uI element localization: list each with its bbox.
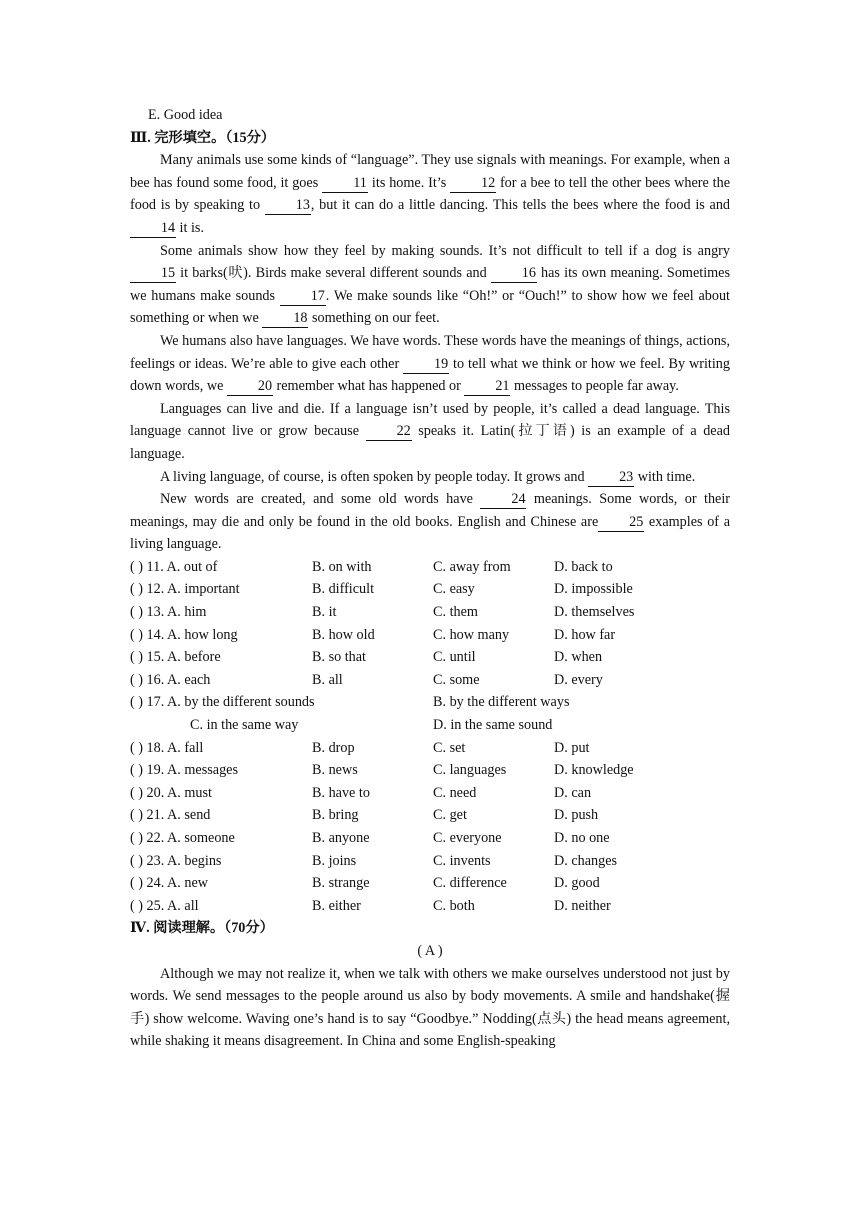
passage-text: Some animals show how they feel by making sounds. It’s not difficult to tell if a dog is angry [160, 242, 730, 259]
question-number-option-a[interactable]: ( ) 14. A. how long [130, 626, 238, 643]
option-d-text: how far [571, 626, 616, 643]
option-c-text: everyone [449, 830, 502, 846]
question-row [130, 669, 730, 692]
option-b-text: all [328, 671, 343, 688]
option-c-text: them [449, 604, 478, 621]
option-d: D. in the same sound [433, 717, 553, 734]
option-d-text: put [571, 739, 590, 756]
option-c-text: get [449, 807, 467, 824]
option-a: him [184, 604, 207, 621]
option-d: D. changes [554, 852, 618, 869]
option-b-text: how old [328, 626, 375, 643]
question-number: 14 [146, 626, 161, 643]
option-b-text: strange [328, 875, 370, 892]
question-number: 24 [146, 875, 161, 892]
option-b-text: by the different ways [449, 694, 570, 711]
option-b: B. either [312, 897, 361, 914]
passage-text: it is. [176, 219, 204, 236]
option-c: C. some [433, 671, 480, 688]
option-b-text: have to [328, 784, 370, 801]
question-number: 21 [146, 807, 161, 824]
option-b-text: anyone [328, 830, 370, 846]
question-number-option-a[interactable]: ( ) 20. A. must [130, 784, 212, 801]
option-d: D. back to [554, 558, 613, 575]
passage-text: it barks(吠). Birds make several different sounds and [176, 265, 491, 282]
question-number: 15 [146, 649, 161, 666]
option-c-text: away from [449, 558, 511, 575]
option-b: B. bring [312, 807, 359, 824]
blank-20[interactable]: 20 [227, 377, 273, 396]
option-b-text: drop [328, 739, 355, 756]
option-c-text: need [449, 784, 477, 801]
option-d: D. can [554, 784, 592, 801]
option-c: C. everyone [433, 830, 502, 846]
option-d: D. impossible [554, 581, 633, 598]
question-number: 25 [146, 897, 161, 914]
question-row-continued [130, 714, 730, 737]
option-a: how long [184, 626, 238, 643]
blank-25[interactable]: 25 [598, 513, 644, 532]
cloze-passage [130, 149, 730, 556]
question-row [130, 895, 730, 918]
option-c: C. both [433, 897, 475, 914]
question-number: 23 [146, 852, 161, 869]
passage-text: , but it can do a little dancing. This tells the bees where the food is and [310, 197, 731, 214]
option-c: C. easy [433, 581, 475, 598]
option-a: must [184, 784, 212, 801]
cloze-paragraph [130, 330, 730, 398]
question-number: 18 [146, 739, 161, 756]
option-c: C. set [433, 739, 466, 756]
option-d: D. knowledge [554, 762, 634, 779]
question-number-option-a[interactable]: ( ) 22. A. someone [130, 830, 235, 846]
option-b-text: on with [328, 558, 372, 575]
option-d-text: neither [571, 897, 611, 914]
option-c-text: some [449, 671, 480, 688]
option-b: B. by the different ways [433, 694, 570, 711]
option-c-text: how many [449, 626, 510, 643]
option-d-text: back to [571, 558, 613, 575]
passage-text: examples of a living language. [130, 513, 730, 553]
passage-text: New words are created, and some old words have [160, 491, 481, 508]
option-e-good-idea: E. Good idea [148, 107, 223, 123]
cloze-paragraph [130, 398, 730, 466]
blank-16[interactable]: 16 [491, 264, 537, 283]
option-d-text: impossible [571, 581, 633, 598]
passage-text: messages to people far away. [510, 378, 679, 395]
question-list [130, 556, 730, 918]
passage-a-label: ( A ) [417, 942, 443, 959]
option-a: new [184, 875, 209, 892]
question-number: 22 [146, 830, 161, 846]
passage-text: to tell what we think or how we feel. By writing down words, we [130, 355, 730, 395]
blank-21[interactable]: 21 [464, 377, 510, 396]
option-c-text: difference [449, 875, 507, 892]
passage-text: something on our feet. [308, 310, 440, 327]
question-number: 13 [146, 604, 161, 621]
option-d: D. push [554, 807, 599, 824]
option-c: C. need [433, 784, 477, 801]
question-number: 20 [146, 784, 161, 801]
option-d-text: can [571, 784, 592, 801]
blank-18[interactable]: 18 [262, 309, 308, 328]
question-number-option-a[interactable]: ( ) 21. A. send [130, 807, 211, 824]
option-c-text: in the same way [206, 717, 299, 734]
option-c-text: both [449, 897, 475, 914]
option-a: important [184, 581, 240, 598]
option-c-text: easy [449, 581, 475, 598]
option-a: begins [184, 852, 222, 869]
option-d-text: in the same sound [450, 717, 553, 734]
option-b: B. joins [312, 852, 357, 869]
option-b: B. have to [312, 784, 370, 801]
question-row [130, 804, 730, 827]
option-b: B. anyone [312, 830, 370, 846]
question-number-option-a[interactable]: ( ) 11. A. out of [130, 558, 218, 575]
option-c: C. away from [433, 558, 511, 575]
question-number: 11 [146, 558, 161, 575]
question-row [130, 759, 730, 782]
option-c: C. invents [433, 852, 491, 869]
option-d-text: changes [571, 852, 618, 869]
option-d: D. themselves [554, 604, 635, 621]
question-number: 17 [146, 694, 161, 711]
option-d-text: no one [571, 830, 610, 846]
option-b-text: either [328, 897, 361, 914]
question-number-option-a[interactable]: ( ) 24. A. new [130, 875, 209, 892]
option-b: B. so that [312, 649, 366, 666]
option-b-text: news [328, 762, 358, 779]
option-b-text: bring [328, 807, 359, 824]
option-c-text: set [449, 739, 466, 756]
option-a: all [184, 897, 199, 914]
question-row [130, 827, 730, 850]
spacer [373, 714, 433, 737]
cloze-paragraph [130, 240, 730, 330]
option-b-text: so that [328, 649, 366, 666]
question-row [130, 850, 730, 873]
option-a: send [184, 807, 211, 824]
option-d: D. good [554, 875, 600, 892]
passage-text: remember what has happened or [272, 378, 465, 395]
question-row [130, 646, 730, 669]
question-number-option-a[interactable]: ( ) 12. A. important [130, 581, 240, 598]
question-row [130, 691, 730, 714]
option-c: C. languages [433, 762, 507, 779]
option-d: D. how far [554, 626, 616, 643]
option-d-text: themselves [571, 604, 635, 621]
question-number: 19 [146, 762, 161, 779]
blank-23[interactable]: 23 [588, 468, 634, 487]
question-row [130, 556, 730, 579]
section-4-title: Ⅳ. 阅读理解。（70分） [130, 920, 274, 937]
option-a: by the different sounds [184, 694, 315, 711]
blank-14[interactable]: 14 [130, 219, 176, 238]
question-number-option-a[interactable]: ( ) 18. A. fall [130, 739, 204, 756]
option-d-text: good [571, 875, 600, 892]
option-b: B. strange [312, 875, 370, 892]
passage-text: with time. [634, 468, 696, 485]
option-d-text: every [571, 671, 603, 688]
question-number-option-a[interactable]: ( ) 16. A. each [130, 671, 211, 688]
blank-13[interactable]: 13 [265, 196, 311, 215]
option-a: messages [184, 762, 238, 779]
option-d: D. neither [554, 897, 611, 914]
passage-text: . We make sounds like “Oh!” or “Ouch!” to show how we feel about something or when we [130, 287, 730, 327]
worksheet-page [130, 104, 730, 1053]
blank-15[interactable]: 15 [130, 264, 176, 283]
question-row [130, 872, 730, 895]
blank-22[interactable]: 22 [366, 422, 412, 441]
option-b: B. all [312, 671, 343, 688]
option-b: B. how old [312, 626, 375, 643]
option-d: D. no one [554, 830, 610, 846]
option-a: fall [184, 739, 204, 756]
cloze-paragraph [130, 149, 730, 239]
passage-text: Many animals use some kinds of “language”. They use signals with meanings. For example, when a bee has found some food, it goes [130, 152, 730, 191]
blank-17[interactable]: 17 [280, 287, 326, 306]
option-c: C. until [433, 649, 476, 666]
question-number-option-a[interactable]: ( ) 25. A. all [130, 897, 199, 914]
option-b: B. drop [312, 739, 355, 756]
question-row [130, 782, 730, 805]
question-row [130, 578, 730, 601]
blank-19[interactable]: 19 [403, 355, 449, 374]
option-c-text: invents [449, 852, 491, 869]
passage-a-paragraph: Although we may not realize it, when we talk with others we make ourselves understood not just by words. We send messages to the people around us also by body movements. A smile and handshake(握手) show welcome. Waving one’s hand is to say “Goodbye.” Nodding(点头) the head means agreement, while shaking it means disagreement. In China and some English-speaking [130, 965, 730, 1050]
option-d-text: push [571, 807, 599, 824]
question-row [130, 601, 730, 624]
option-c-text: languages [449, 762, 507, 779]
question-number-option-a[interactable]: ( ) 17. A. by the different sounds [130, 694, 315, 711]
option-d: D. put [554, 739, 590, 756]
passage-text: speaks it. Latin(拉丁语) is an example of a dead language. [130, 423, 730, 462]
option-c: C. in the same way [190, 717, 299, 734]
option-a: out of [183, 558, 218, 575]
option-b: B. on with [312, 558, 372, 575]
option-b-text: joins [328, 852, 357, 869]
option-c: C. them [433, 604, 478, 621]
passage-text: for a bee to tell the other bees where the food is by speaking to [130, 174, 730, 214]
question-row [130, 624, 730, 647]
passage-text: meanings. Some words, or their meanings, may die and only be found in the old books. English and Chinese are [130, 491, 731, 530]
option-d-text: knowledge [571, 762, 634, 779]
option-a: each [184, 671, 211, 688]
question-number: 12 [146, 581, 161, 598]
option-c-text: until [449, 649, 476, 666]
option-c: C. how many [433, 626, 510, 643]
question-number-option-a[interactable]: ( ) 15. A. before [130, 649, 221, 666]
option-b-text: it [328, 604, 337, 621]
section-3-title: Ⅲ. 完形填空。（15分） [130, 129, 275, 146]
option-c: C. difference [433, 875, 507, 892]
passage-text: its home. It’s [368, 174, 451, 191]
question-number-option-a[interactable]: ( ) 13. A. him [130, 604, 207, 621]
option-d-text: when [571, 649, 603, 666]
option-b-text: difficult [328, 581, 375, 598]
option-d: D. when [554, 649, 603, 666]
option-c: C. get [433, 807, 467, 824]
passage-text: A living language, of course, is often spoken by people today. It grows and [160, 468, 589, 485]
question-row [130, 737, 730, 760]
question-number-option-a[interactable]: ( ) 19. A. messages [130, 762, 238, 779]
blank-12[interactable]: 12 [450, 174, 496, 193]
option-b: B. it [312, 604, 337, 621]
cloze-paragraph [130, 488, 730, 556]
option-a: before [184, 649, 221, 666]
option-a: someone [184, 830, 235, 846]
blank-24[interactable]: 24 [480, 490, 526, 509]
passage-text: We humans also have languages. We have words. These words have the meanings of things, actions, feelings or ideas. We’re able to give each other [130, 332, 730, 372]
passage-text: Languages can live and die. If a language isn’t used by people, it’s called a dead language. This language cannot live or grow because [130, 400, 730, 440]
option-b: B. difficult [312, 581, 375, 598]
question-number-option-a[interactable]: ( ) 23. A. begins [130, 852, 222, 869]
option-d: D. every [554, 671, 603, 688]
question-number: 16 [146, 671, 161, 688]
blank-11[interactable]: 11 [322, 174, 368, 193]
cloze-paragraph [130, 466, 730, 489]
option-b: B. news [312, 762, 358, 779]
passage-text: has its own meaning. Sometimes we humans make sounds [130, 265, 730, 304]
